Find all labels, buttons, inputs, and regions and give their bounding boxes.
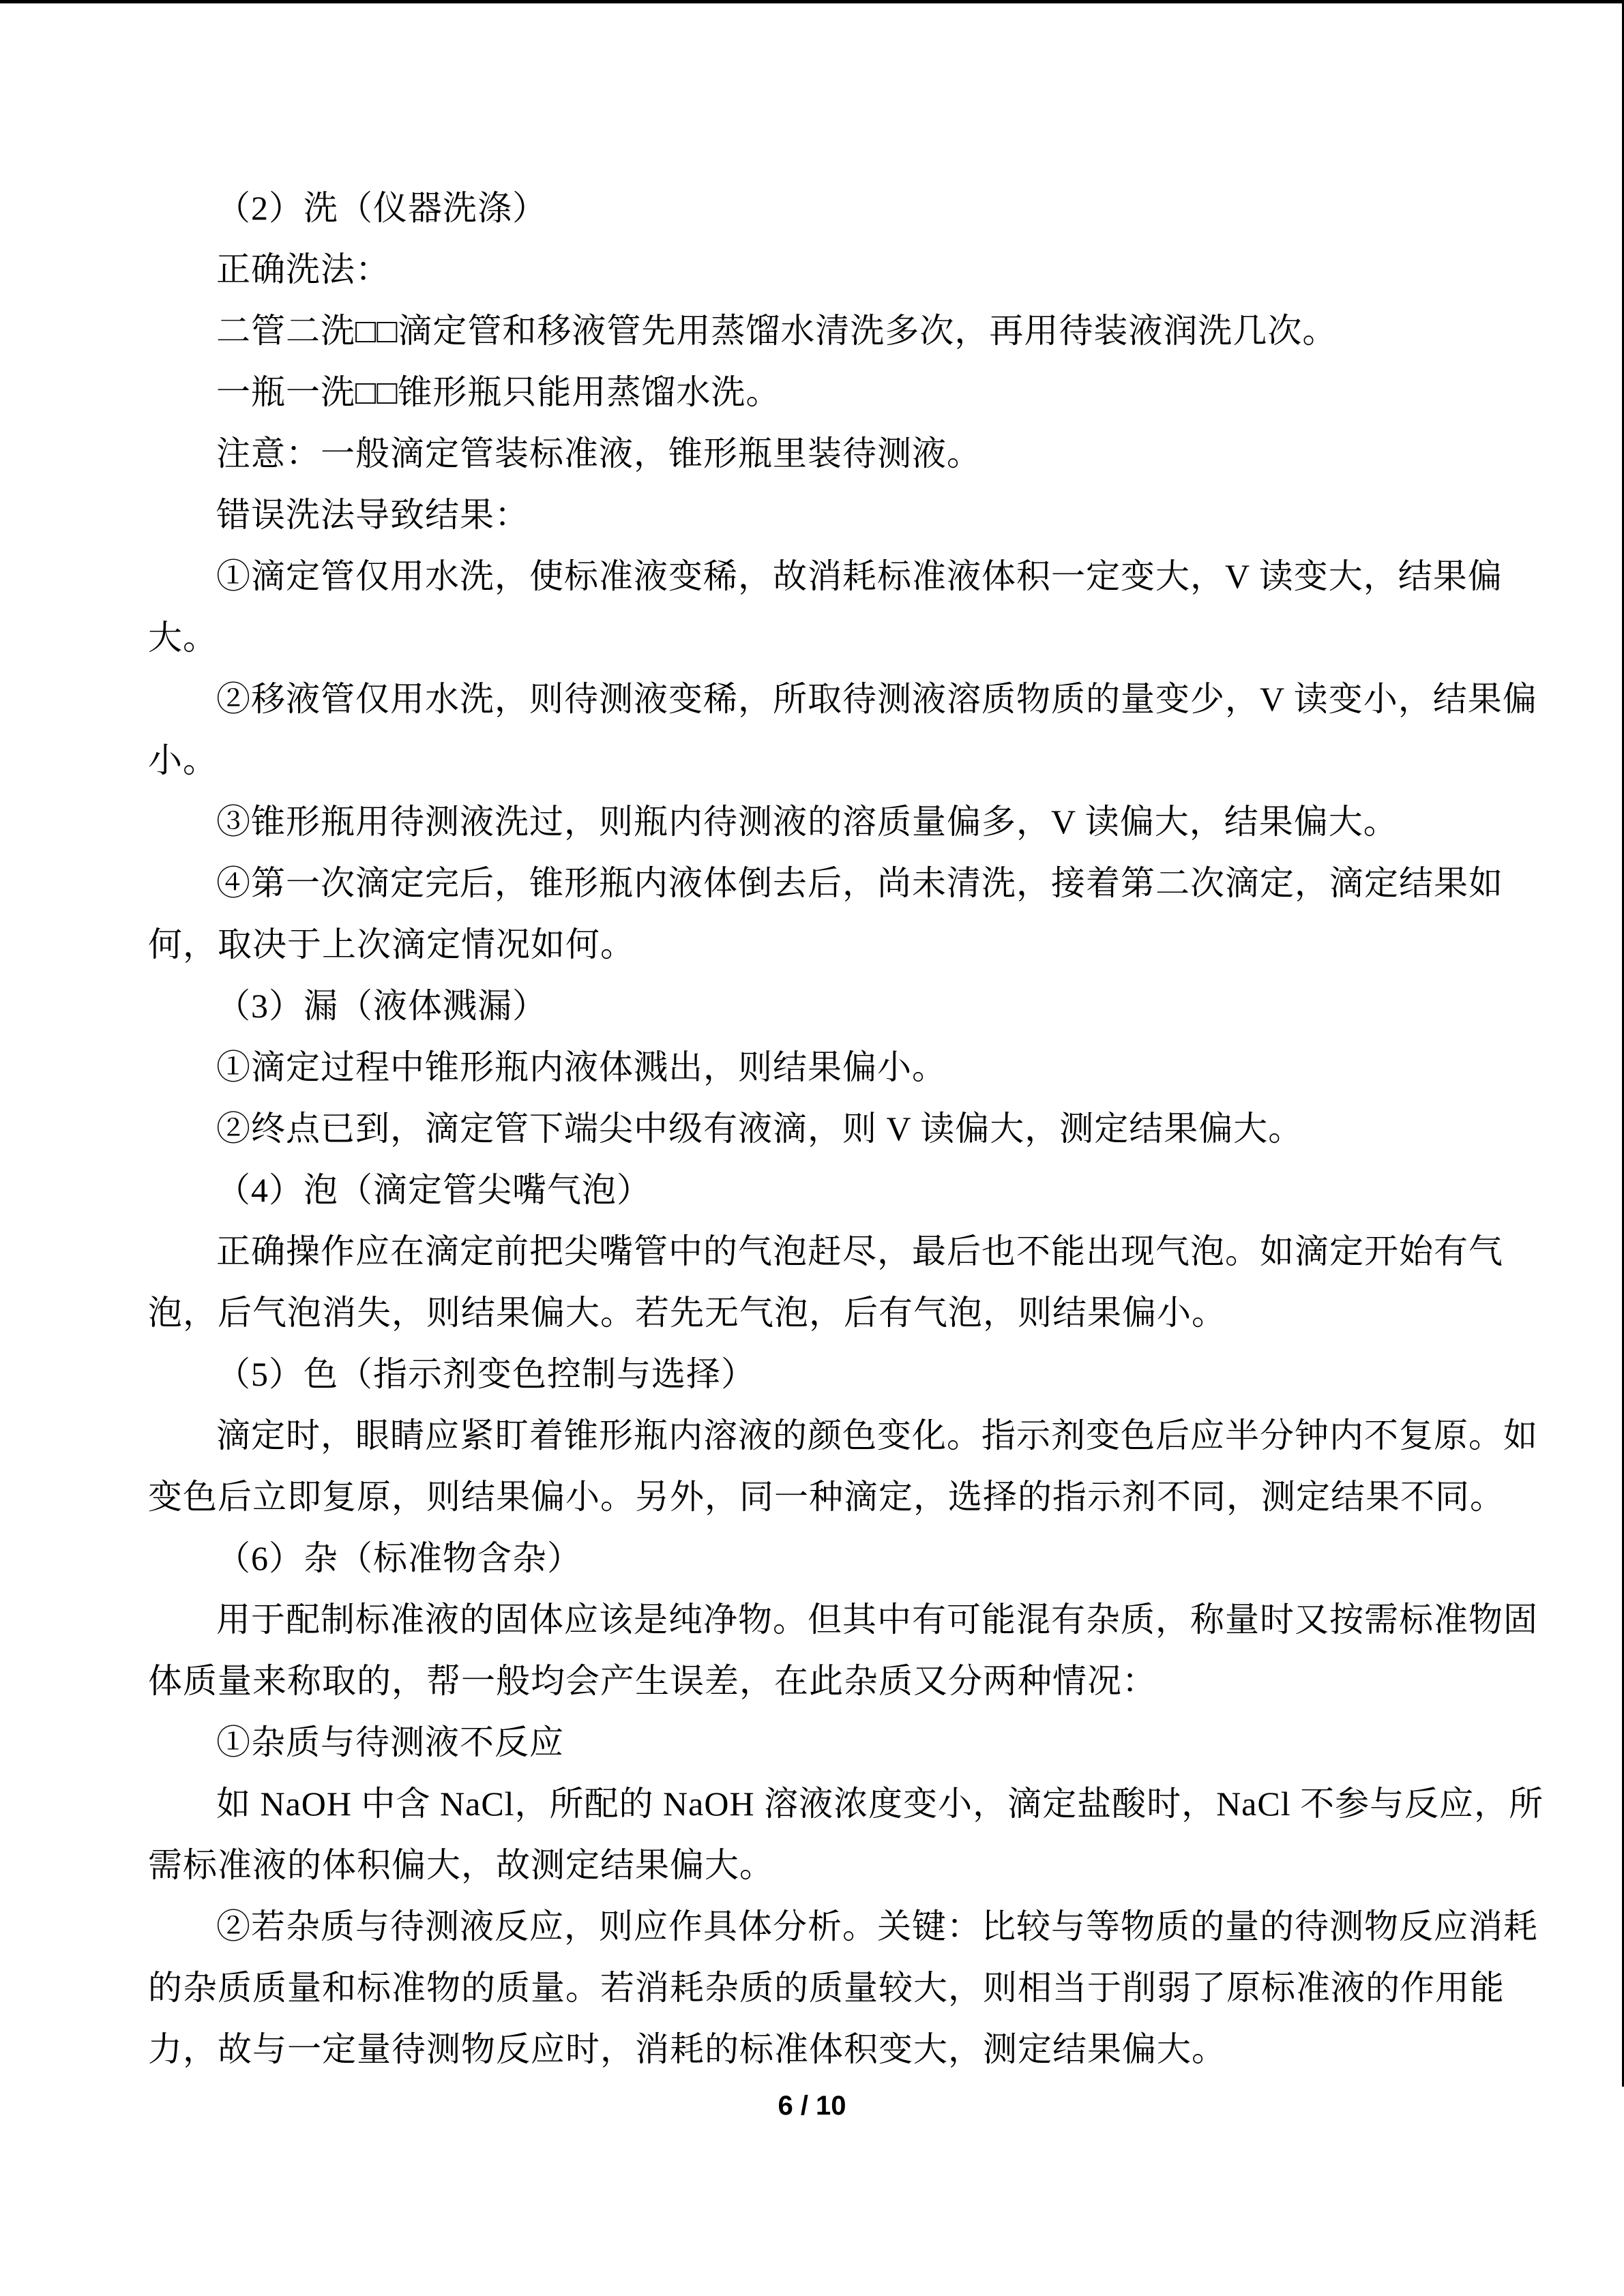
text-line: 需标准液的体积偏大，故测定结果偏大。 [148, 1846, 774, 1884]
text-line: 一瓶一洗□□锥形瓶只能用蒸馏水洗。 [216, 373, 781, 411]
text-line: （6）杂（标准物含杂） [216, 1539, 582, 1577]
text-line: 滴定时，眼睛应紧盯着锥形瓶内溶液的颜色变化。指示剂变色后应半分钟内不复原。如 [216, 1416, 1538, 1455]
text-line: ①滴定管仅用水洗，使标准液变稀，故消耗标准液体积一定变大，V 读变大，结果偏 [216, 557, 1503, 595]
document-content [148, 177, 1544, 2080]
text-line: ②终点已到，滴定管下端尖中级有液滴，则 V 读偏大，测定结果偏大。 [216, 1109, 1303, 1148]
text-line: 错误洗法导致结果： [216, 496, 529, 534]
text-line: 大。 [148, 618, 218, 657]
text-line: 何，取决于上次滴定情况如何。 [148, 925, 635, 964]
text-line: （2）洗（仪器洗涤） [216, 189, 547, 227]
text-line: ①滴定过程中锥形瓶内液体溅出，则结果偏小。 [216, 1048, 947, 1086]
text-line: 注意：一般滴定管装标准液，锥形瓶里装待测液。 [216, 434, 981, 473]
text-line: 体质量来称取的，帮一般均会产生误差，在此杂质又分两种情况： [148, 1662, 1157, 1700]
scan-artifact-top-bar [0, 0, 1624, 3]
text-line: 小。 [148, 741, 218, 779]
text-line: ②移液管仅用水洗，则待测液变稀，所取待测液溶质物质的量变少，V 读变小，结果偏 [216, 680, 1537, 718]
text-line: 的杂质质量和标准物的质量。若消耗杂质的质量较大，则相当于削弱了原标准液的作用能 [148, 1969, 1505, 2007]
text-line: 泡，后气泡消失，则结果偏大。若先无气泡，后有气泡，则结果偏小。 [148, 1294, 1226, 1332]
page-number-footer: 6 / 10 [778, 2091, 846, 2121]
text-line: ④第一次滴定完后，锥形瓶内液体倒去后，尚未清洗，接着第二次滴定，滴定结果如 [216, 864, 1503, 902]
text-line: 正确洗法： [216, 250, 390, 288]
text-line: 正确操作应在滴定前把尖嘴管中的气泡赶尽，最后也不能出现气泡。如滴定开始有气 [216, 1232, 1503, 1270]
text-line: 二管二洗□□滴定管和移液管先用蒸馏水清洗多次，再用待装液润洗几次。 [216, 312, 1338, 350]
text-line: （3）漏（液体溅漏） [216, 987, 547, 1025]
text-line: ③锥形瓶用待测液洗过，则瓶内待测液的溶质量偏多，V 读偏大，结果偏大。 [216, 803, 1398, 841]
text-line: （5）色（指示剂变色控制与选择） [216, 1355, 756, 1393]
text-line: （4）泡（滴定管尖嘴气泡） [216, 1171, 651, 1209]
text-line: 力，故与一定量待测物反应时，消耗的标准体积变大，测定结果偏大。 [148, 2030, 1226, 2068]
text-line: 用于配制标准液的固体应该是纯净物。但其中有可能混有杂质，称量时又按需标准物固 [216, 1600, 1538, 1639]
text-line: 变色后立即复原，则结果偏小。另外，同一种滴定，选择的指示剂不同，测定结果不同。 [148, 1478, 1505, 1516]
text-line: 如 NaOH 中含 NaCl，所配的 NaOH 溶液浓度变小，滴定盐酸时，NaCl 不参与反应，所 [216, 1785, 1544, 1823]
text-line: ①杂质与待测液不反应 [216, 1723, 564, 1761]
text-line: ②若杂质与待测液反应，则应作具体分析。关键：比较与等物质的量的待测物反应消耗 [216, 1907, 1538, 1945]
